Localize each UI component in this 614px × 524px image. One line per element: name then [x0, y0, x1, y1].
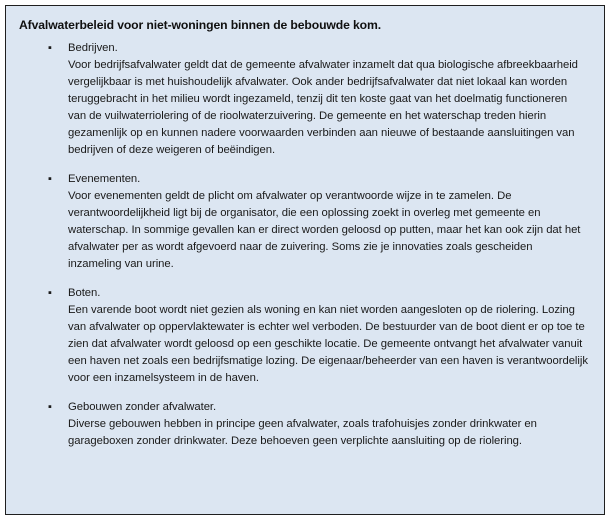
- list-item: [19, 171, 591, 273]
- bullet-square-icon: ▪: [48, 173, 52, 185]
- section-heading: Boten.: [68, 287, 101, 299]
- section-body: Voor evenementen geldt de plicht om afvalwater op verantwoorde wijze in te zamelen. De verantwoordelijkheid ligt bij de organisator, die een oplossing zoekt in overleg met gemeente en waterschap. In sommige gevallen kan er direct worden geloosd op putten, maar het kan ook zijn dat het afvalwater per as wordt afgevoerd naar de zuivering. Soms zie je innovaties zoals gescheiden inzameling van urine.: [68, 190, 581, 270]
- policy-section-list: [19, 40, 591, 450]
- section-heading: Bedrijven.: [68, 42, 118, 54]
- page-title: Afvalwaterbeleid voor niet-woningen binnen de bebouwde kom.: [19, 18, 381, 32]
- section-body: Diverse gebouwen hebben in principe geen afvalwater, zoals trafohuisjes zonder drinkwater en garageboxen zonder drinkwater. Deze behoeven geen verplichte aansluiting op de riolering.: [68, 418, 537, 447]
- bullet-square-icon: ▪: [48, 42, 52, 54]
- section-body: Voor bedrijfsafvalwater geldt dat de gemeente afvalwater inzamelt dat qua biologische afbreekbaarheid vergelijkbaar is met huishoudelijk afvalwater. Ook ander bedrijfsafvalwater dat niet lokaal kan worden teruggebracht in het milieu wordt ingezameld, tenzij dit ten koste gaat van het doelmatig functioneren van de vuilwaterriolering of de rioolwaterzuivering. De gemeente en het waterschap treden hierin gezamenlijk op en kunnen nadere voorwaarden verbinden aan nieuwe of bestaande aansluitingen van bedrijven of deze weigeren of beëindigen.: [68, 59, 578, 156]
- section-body: Een varende boot wordt niet gezien als woning en kan niet worden aangesloten op de riolering. Lozing van afvalwater op oppervlaktewater is echter wel verboden. De bestuurder van de boot dient er op toe te zien dat afvalwater wordt geloosd op een geschikte locatie. De gemeente ontvangt het afvalwater vanuit een haven net zoals een bedrijfsmatige lozing. De eigenaar/beheerder van een haven is verantwoordelijk voor een inzamelsysteem in de haven.: [68, 304, 588, 384]
- section-heading: Evenementen.: [68, 173, 141, 185]
- bullet-square-icon: ▪: [48, 287, 52, 299]
- list-item: [19, 399, 591, 450]
- policy-text-box: [5, 5, 605, 515]
- list-item: [19, 285, 591, 387]
- list-item: [19, 40, 591, 159]
- bullet-square-icon: ▪: [48, 401, 52, 413]
- section-heading: Gebouwen zonder afvalwater.: [68, 401, 217, 413]
